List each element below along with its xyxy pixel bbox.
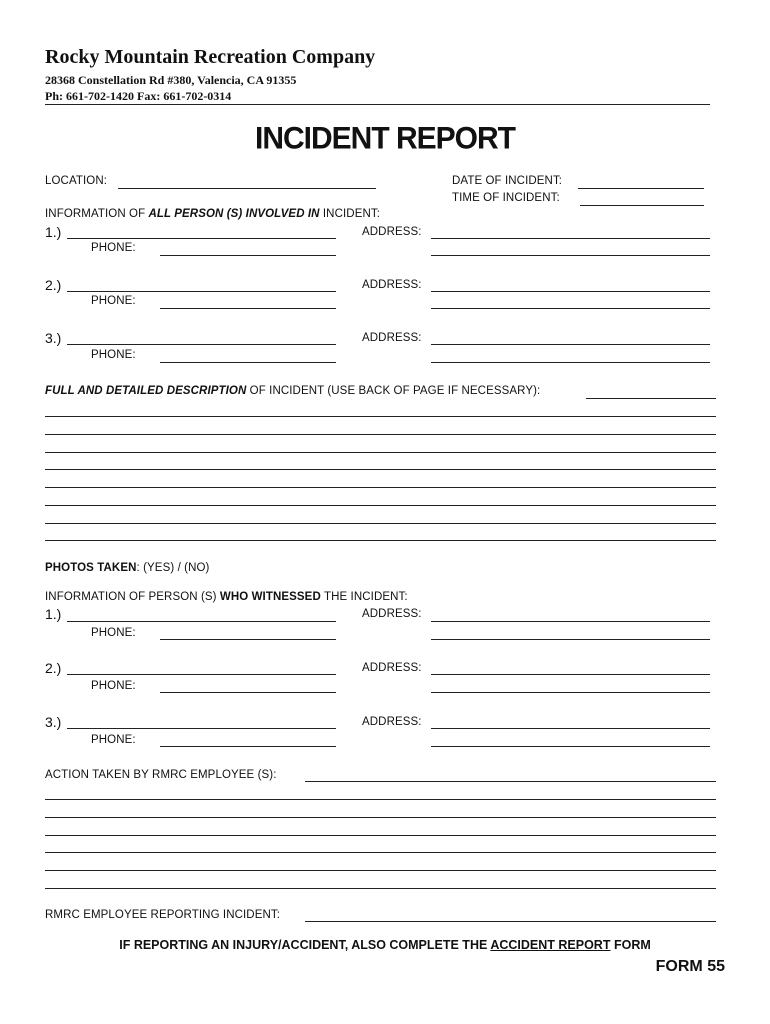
involved-1-name-field[interactable] [67, 238, 336, 239]
accident-report-link: ACCIDENT REPORT [490, 938, 611, 952]
involved-3-phone-field[interactable] [160, 362, 336, 363]
action-line-1[interactable] [45, 799, 716, 800]
photos-taken: PHOTOS TAKEN: (YES) / (NO) [45, 562, 210, 574]
witness-2-name-field[interactable] [67, 674, 336, 675]
form-number: FORM 55 [655, 958, 725, 975]
witness-3-address-label: ADDRESS: [362, 716, 422, 728]
involved-2-address-field[interactable] [431, 291, 710, 292]
employee-field[interactable] [305, 921, 716, 922]
header-rule [45, 104, 710, 105]
action-line-4[interactable] [45, 852, 716, 853]
involved-2-address-label: ADDRESS: [362, 279, 422, 291]
action-line-5[interactable] [45, 870, 716, 871]
involved-2-phone-field[interactable] [160, 308, 336, 309]
involved-3-address-field-2[interactable] [431, 362, 710, 363]
time-field[interactable] [580, 205, 704, 206]
time-label: TIME OF INCIDENT: [452, 192, 560, 204]
company-name: Rocky Mountain Recreation Company [45, 46, 376, 68]
witness-3-address-field-2[interactable] [431, 746, 710, 747]
involved-1-address-field-2[interactable] [431, 255, 710, 256]
description-heading: FULL AND DETAILED DESCRIPTION OF INCIDENT (USE BACK OF PAGE IF NECESSARY): [45, 385, 541, 397]
location-field[interactable] [118, 188, 376, 189]
description-line-1[interactable] [45, 416, 716, 417]
description-line-2[interactable] [45, 434, 716, 435]
witness-heading: INFORMATION OF PERSON (S) WHO WITNESSED THE INCIDENT: [45, 591, 408, 603]
involved-1-phone-label: PHONE: [91, 242, 136, 254]
involved-2-address-field-2[interactable] [431, 308, 710, 309]
involved-3-address-field[interactable] [431, 344, 710, 345]
company-contact: Ph: 661-702-1420 Fax: 661-702-0314 [45, 89, 232, 103]
witness-2-phone-field[interactable] [160, 692, 336, 693]
witness-2-address-field[interactable] [431, 674, 710, 675]
witness-1-number: 1.) [45, 606, 62, 622]
involved-3-address-label: ADDRESS: [362, 332, 422, 344]
involved-3-name-field[interactable] [67, 344, 336, 345]
involved-1-address-label: ADDRESS: [362, 226, 422, 238]
witness-1-name-field[interactable] [67, 621, 336, 622]
footer-note: IF REPORTING AN INJURY/ACCIDENT, ALSO COMPLETE THE ACCIDENT REPORT FORM [119, 938, 651, 952]
witness-2-phone-label: PHONE: [91, 680, 136, 692]
witness-2-address-label: ADDRESS: [362, 662, 422, 674]
description-line-3[interactable] [45, 452, 716, 453]
witness-3-phone-field[interactable] [160, 746, 336, 747]
involved-2-name-field[interactable] [67, 291, 336, 292]
action-label: ACTION TAKEN BY RMRC EMPLOYEE (S): [45, 769, 277, 781]
location-label: LOCATION: [45, 175, 108, 187]
description-line-5[interactable] [45, 487, 716, 488]
involved-heading: INFORMATION OF ALL PERSON (S) INVOLVED IN INCIDENT: [45, 208, 381, 220]
involved-1-number: 1.) [45, 224, 62, 240]
description-line-8[interactable] [45, 540, 716, 541]
company-address: 28368 Constellation Rd #380, Valencia, CA 91355 [45, 73, 297, 87]
description-line-6[interactable] [45, 505, 716, 506]
witness-2-number: 2.) [45, 660, 62, 676]
date-label: DATE OF INCIDENT: [452, 175, 563, 187]
witness-3-phone-label: PHONE: [91, 734, 136, 746]
witness-1-address-label: ADDRESS: [362, 608, 422, 620]
action-line-6[interactable] [45, 888, 716, 889]
involved-3-number: 3.) [45, 330, 62, 346]
action-line-3[interactable] [45, 835, 716, 836]
page-title: INCIDENT REPORT [254, 121, 515, 156]
witness-3-number: 3.) [45, 714, 62, 730]
witness-1-phone-label: PHONE: [91, 627, 136, 639]
date-field[interactable] [578, 188, 704, 189]
description-line-0[interactable] [586, 398, 716, 399]
description-line-7[interactable] [45, 523, 716, 524]
witness-3-name-field[interactable] [67, 728, 336, 729]
witness-2-address-field-2[interactable] [431, 692, 710, 693]
witness-3-address-field[interactable] [431, 728, 710, 729]
involved-1-phone-field[interactable] [160, 255, 336, 256]
witness-1-phone-field[interactable] [160, 639, 336, 640]
witness-1-address-field-2[interactable] [431, 639, 710, 640]
involved-1-address-field[interactable] [431, 238, 710, 239]
witness-1-address-field[interactable] [431, 621, 710, 622]
description-line-4[interactable] [45, 469, 716, 470]
employee-label: RMRC EMPLOYEE REPORTING INCIDENT: [45, 909, 281, 921]
involved-2-number: 2.) [45, 277, 62, 293]
action-line-0[interactable] [305, 781, 716, 782]
involved-2-phone-label: PHONE: [91, 295, 136, 307]
action-line-2[interactable] [45, 817, 716, 818]
involved-3-phone-label: PHONE: [91, 349, 136, 361]
